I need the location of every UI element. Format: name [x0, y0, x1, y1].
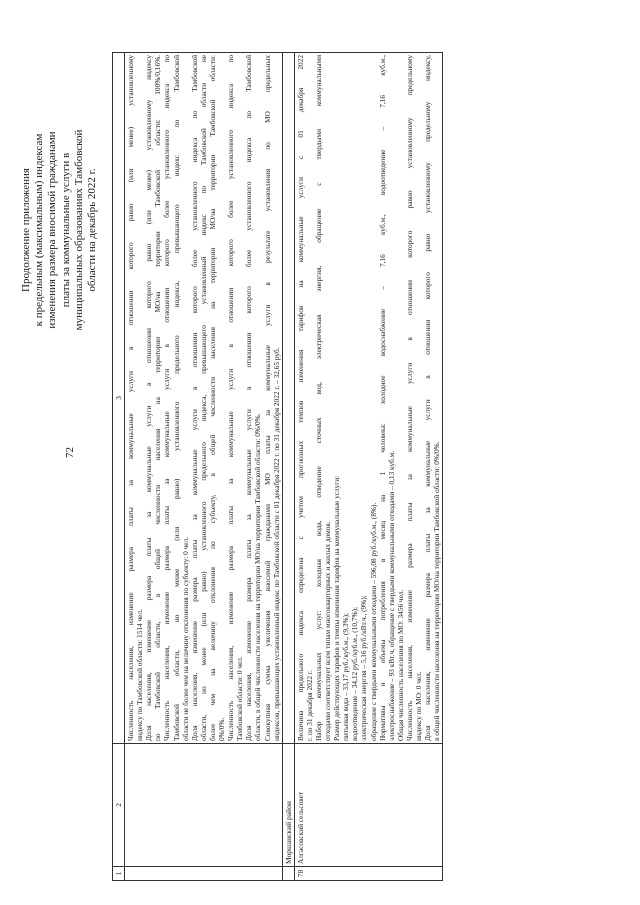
text-line: в общей численности населения на территории МО/на территории Тамбовской области: 0%/0%. [432, 441, 442, 741]
text-line: г. по 31 декабря 2022 г. [304, 670, 314, 741]
table-row [294, 53, 443, 881]
text-line: обращение с твердыми коммунальными отходами – 596,08 руб./куб.м., (8%). [368, 502, 378, 741]
cell-number-empty [125, 867, 283, 881]
page-number: 72 [64, 447, 76, 458]
text-line: водоотведение – 34,12 руб./куб.м., (10,7%); [350, 606, 360, 741]
column-number-row [113, 53, 125, 881]
cell-name-empty [125, 744, 283, 867]
text-line: отходами соответствует всем типам многоквартирных и жилых домов. [323, 521, 333, 741]
text-line: Численность населения, изменение размера платы за коммунальные услуги в отношении которого равно установленному предельному [404, 55, 414, 741]
text-line: Нормативы и объемы потребления в месяц на 1 человека: холодное водоснабжение – 7,16 куб.м., водоотведение – 7,16 куб.м., [377, 55, 387, 741]
text-line: Доля населения, изменение размера платы за коммунальные услуги в отношении которого равно установленному предельному индексу, [423, 55, 433, 741]
text-line: Численность населения, изменение размера платы за коммунальные услуги в отношении которого более установленного индекса по [226, 55, 236, 741]
text-line: Величина предельного индекса определена с учетом прогнозных темпов изменения тарифов на коммунальные услуги с 01 декабря 2022 [295, 55, 305, 741]
text-line: области не более чем на величину отклонения по субъекту: 0 чел. [180, 537, 190, 741]
header-line: области на декабрь 2022 г. [86, 168, 99, 292]
header-line: Продолжение приложения [20, 168, 32, 292]
text-line: Общая численность населения по МО: 3456 чел. [395, 589, 405, 741]
row-description [294, 53, 443, 744]
text-line: индексу по МО: 0 чел. [414, 671, 423, 741]
text-line: 0%/0%. [217, 717, 227, 741]
continued-row-description [125, 53, 283, 744]
text-line: Тамбовской области: 0 чел. [235, 656, 245, 741]
text-line: Доля населения, изменение размера платы за коммунальные услуги в отношении которого равно (или менее) установленному индексу [144, 55, 154, 741]
cell-number-empty [282, 867, 294, 881]
text-line: более чем на величину отклонения по субъекту, в общей численности населения на территории МО/на территории Тамбовской области: [207, 55, 217, 741]
text-line: Набор коммунальных услуг: холодная вода, отведение сточных вод, электрическая энергия, обращение с твердыми коммунальными [313, 55, 323, 741]
text-line: Тамбовской области, но менее (или равно) установленного предельного индекса, превышающего индекс по Тамбовской [171, 55, 181, 741]
column-number: 1 [113, 867, 125, 881]
text-line: Доля населения, изменение размера платы за коммунальные услуги в отношении которого более установленного индекса по Тамбовской [244, 55, 254, 741]
header-line: платы за коммунальные услуги в [59, 152, 72, 308]
column-number: 3 [113, 53, 125, 744]
text-line: Доля населения, изменение размера платы за коммунальные услуги в отношении которого более установленного индекса по Тамбовской [189, 55, 199, 741]
text-line: питьевая вода – 33,17 руб./куб.м., (9,3%); [341, 612, 351, 741]
text-line: индексов, превышающих установленный индекс по Тамбовской области с 01 декабря 2022 г. по 31 декабря 2022 г. – 32,65 руб. [271, 347, 281, 741]
row-number: 78 [294, 867, 443, 881]
text-line: Совокупная сумма увеличения вносимой гражданами МО платы за коммунальные услуги в результате установления по МО предельных [262, 55, 272, 741]
header-line: муниципальных образованиях Тамбовской [72, 129, 85, 331]
text-line: электрическая энергия – 5,16 руб./кВт.ч., (9%); [359, 595, 369, 741]
district-row [282, 53, 294, 881]
column-number: 2 [113, 744, 125, 867]
header-line: к предельным (максимальным) индексам [33, 133, 46, 327]
cell-description-empty [282, 53, 294, 744]
header-line: изменения размера вносимой гражданами [46, 131, 59, 329]
text-line: области, но менее (или равно) установленного предельного индекса, превышающего установленный индекс по Тамбовской области не [198, 55, 208, 741]
text-line: индексу по Тамбовской области: 1514 чел. [135, 609, 145, 741]
continued-row [125, 53, 283, 881]
text-line: Численность населения, изменение размера платы за коммунальные услуги в отношении которого равно (или менее) установленному [126, 55, 136, 741]
text-line: Численность населения, изменение размера платы за коммунальные услуги в отношении которого более установленного индекса по [162, 55, 172, 741]
district-name: Моршанский район [282, 744, 294, 867]
text-line: электроснабжение – 93 кВт.ч, обращение с твердыми коммунальными отходами – 0,13 куб.м. [386, 450, 396, 741]
municipality-name: Алгасовский сельсовет [294, 744, 443, 867]
tariff-index-table [112, 52, 443, 881]
text-line: по Тамбовской области, в общей численности населения на территории МО/на территории Тамбовской области: 100%/0,16%. [153, 55, 163, 741]
text-line: Размер действующих тарифов и темпы изменения тарифов на коммунальные услуги: [332, 475, 342, 741]
appendix-header [20, 45, 99, 415]
text-line: области, в общей численности населения на территории МО/на территории Тамбовской области: 0%/0%. [253, 413, 263, 741]
